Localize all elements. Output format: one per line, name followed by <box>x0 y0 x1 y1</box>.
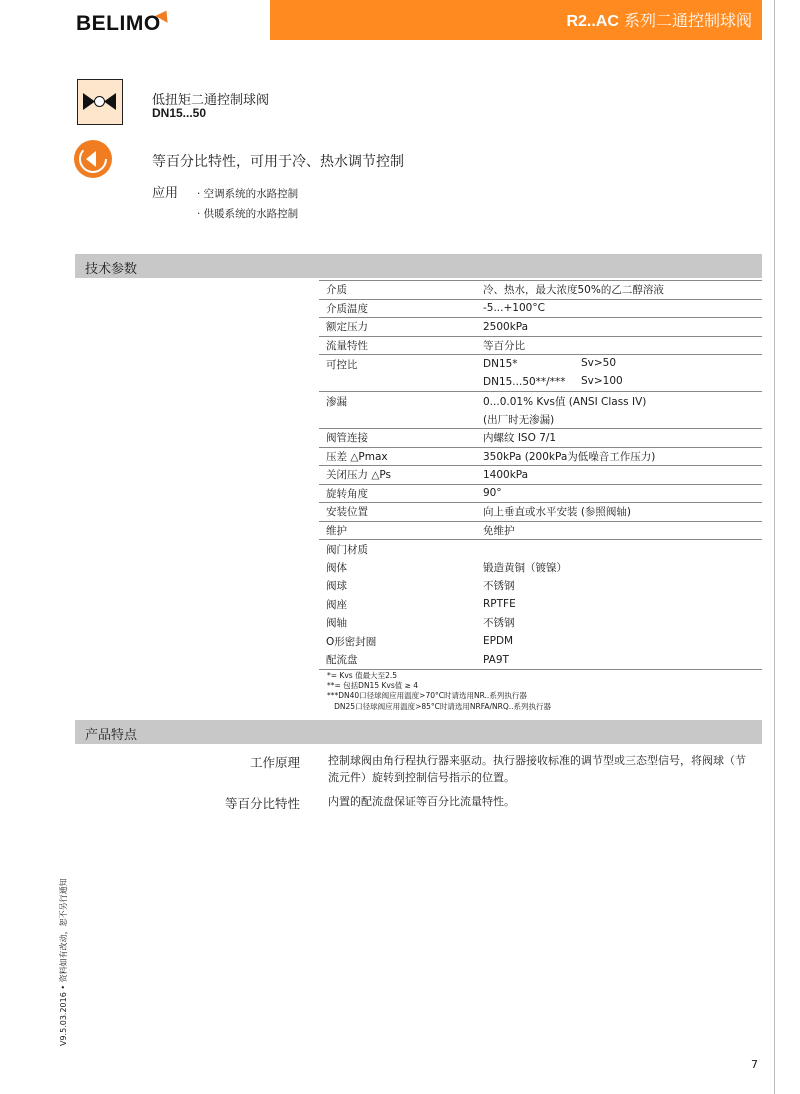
series-title: 系列二通控制球阀 <box>623 11 752 30</box>
spec-value-cell <box>476 355 762 374</box>
spec-key: 阀座 <box>326 598 347 611</box>
spec-value-secondary: Sv>50 <box>581 357 617 369</box>
table-row <box>319 651 762 670</box>
table-row <box>319 318 762 337</box>
spec-key: 配流盘 <box>319 651 476 670</box>
spec-key <box>319 373 476 392</box>
spec-key <box>319 410 476 429</box>
spec-value: (出厂时无渗漏) <box>483 413 555 426</box>
table-row <box>319 521 762 540</box>
feature-text: 控制球阀由角行程执行器来驱动。执行器接收标准的调节型或三态型信号，将阀球（节流元件）旋转到控制信号指示的位置。 <box>328 754 746 784</box>
model-code: R2..AC <box>566 13 619 30</box>
table-row <box>319 299 762 318</box>
spec-value: 冷、热水，最大浓度50%的乙二醇溶液 <box>476 281 762 300</box>
spec-key: 流量特性 <box>319 336 476 355</box>
feature-label: 工作原理 <box>249 755 300 770</box>
feature-label: 等百分比特性 <box>224 796 300 811</box>
spec-value: 不锈钢 <box>483 617 515 630</box>
product-characteristic: 等百分比特性，可用于冷、热水调节控制 <box>152 154 404 170</box>
features-section-bar <box>75 720 762 744</box>
spec-value: -5...+100°C <box>476 299 762 318</box>
footnote: *= Kvs 值最大至2.5 <box>327 671 397 680</box>
spec-value: 内螺纹 ISO 7/1 <box>476 429 762 448</box>
table-row <box>319 373 762 392</box>
application-item: · 空调系统的水路控制 <box>197 188 299 200</box>
spec-key: 安装位置 <box>319 503 476 522</box>
table-row <box>319 429 762 448</box>
spec-key: 阀门材质 <box>319 540 476 559</box>
tech-section-heading: 技术参数 <box>85 262 138 277</box>
page-title <box>566 8 752 31</box>
spec-key: O形密封圈 <box>326 635 377 648</box>
spec-value: 等百分比 <box>476 336 762 355</box>
product-title: 低扭矩二通控制球阀 <box>152 93 270 108</box>
features-section-heading: 产品特点 <box>85 728 138 743</box>
spec-value: 锻造黄铜（镀镍） <box>483 561 567 574</box>
table-row <box>319 503 762 522</box>
spec-key: 介质 <box>319 281 476 300</box>
spec-value: 0...0.01% Kvs值 (ANSI Class IV) <box>476 392 762 411</box>
table-row <box>319 392 762 411</box>
table-row <box>319 336 762 355</box>
table-row <box>319 577 762 596</box>
belimo-logo <box>76 11 161 37</box>
spec-value: 2500kPa <box>476 318 762 337</box>
product-size-range: DN15...50 <box>152 106 207 120</box>
feature-text: 内置的配流盘保证等百分比流量特性。 <box>328 795 515 808</box>
brand-name: BELIMO <box>76 12 161 35</box>
table-row <box>319 540 762 559</box>
spec-key: 阀管连接 <box>319 429 476 448</box>
spec-value: 免维护 <box>476 521 762 540</box>
table-row <box>319 466 762 485</box>
table-row <box>319 447 762 466</box>
spec-key: 可控比 <box>319 355 476 374</box>
footnote: DN25口径球阀应用温度>85°C时请选用NRFA/NRQ..系列执行器 <box>327 701 551 711</box>
table-row <box>319 355 762 374</box>
table-row <box>319 595 762 614</box>
application-list <box>197 184 298 224</box>
spec-value <box>476 540 762 559</box>
equal-percentage-icon <box>74 140 112 178</box>
spec-value: DN15* <box>483 358 518 370</box>
spec-value-cell <box>476 373 762 392</box>
spec-value: 1400kPa <box>476 466 762 485</box>
spec-value: 350kPa (200kPa为低噪音工作压力) <box>476 447 762 466</box>
page-edge-line <box>774 0 775 1094</box>
spec-value: PA9T <box>476 651 762 670</box>
spec-key: 关闭压力 △Ps <box>319 466 476 485</box>
spec-key: 维护 <box>319 521 476 540</box>
spec-key: 旋转角度 <box>319 484 476 503</box>
spec-key: 阀体 <box>326 561 347 574</box>
spec-key: 阀球 <box>326 580 347 593</box>
table-row <box>319 484 762 503</box>
table-row <box>319 410 762 429</box>
spec-key: 压差 △Pmax <box>319 447 476 466</box>
spec-table <box>319 280 762 670</box>
spec-value: 向上垂直或水平安装 (参照阀轴) <box>476 503 762 522</box>
spec-value-secondary: Sv>100 <box>581 375 623 387</box>
spec-value: DN15...50**/*** <box>483 376 566 388</box>
ball-valve-icon <box>77 79 123 125</box>
spec-key: 阀轴 <box>326 617 347 630</box>
table-row <box>319 281 762 300</box>
spec-key: 介质温度 <box>319 299 476 318</box>
footnotes <box>327 671 551 712</box>
spec-value: 不锈钢 <box>483 580 515 593</box>
application-label: 应用 <box>152 186 179 201</box>
table-row <box>319 558 762 577</box>
spec-value: 90° <box>476 484 762 503</box>
application-item: · 供暖系统的水路控制 <box>197 208 299 220</box>
version-note: V9.5.03.2016 • 资料如有改动，恕不另行通知 <box>59 878 68 1046</box>
tech-section-bar <box>75 254 762 278</box>
table-row <box>319 632 762 651</box>
footnote: **= 包括DN15 Kvs值 ≥ 4 <box>327 681 419 691</box>
page-number: 7 <box>751 1058 758 1071</box>
spec-key: 额定压力 <box>319 318 476 337</box>
spec-value: EPDM <box>483 635 514 648</box>
spec-value: RPTFE <box>483 598 516 611</box>
footnote: ***DN40口径球阀应用温度>70°C时请选用NR..系列执行器 <box>327 691 527 701</box>
header-band <box>270 0 762 40</box>
spec-key: 渗漏 <box>319 392 476 411</box>
table-row <box>319 614 762 633</box>
